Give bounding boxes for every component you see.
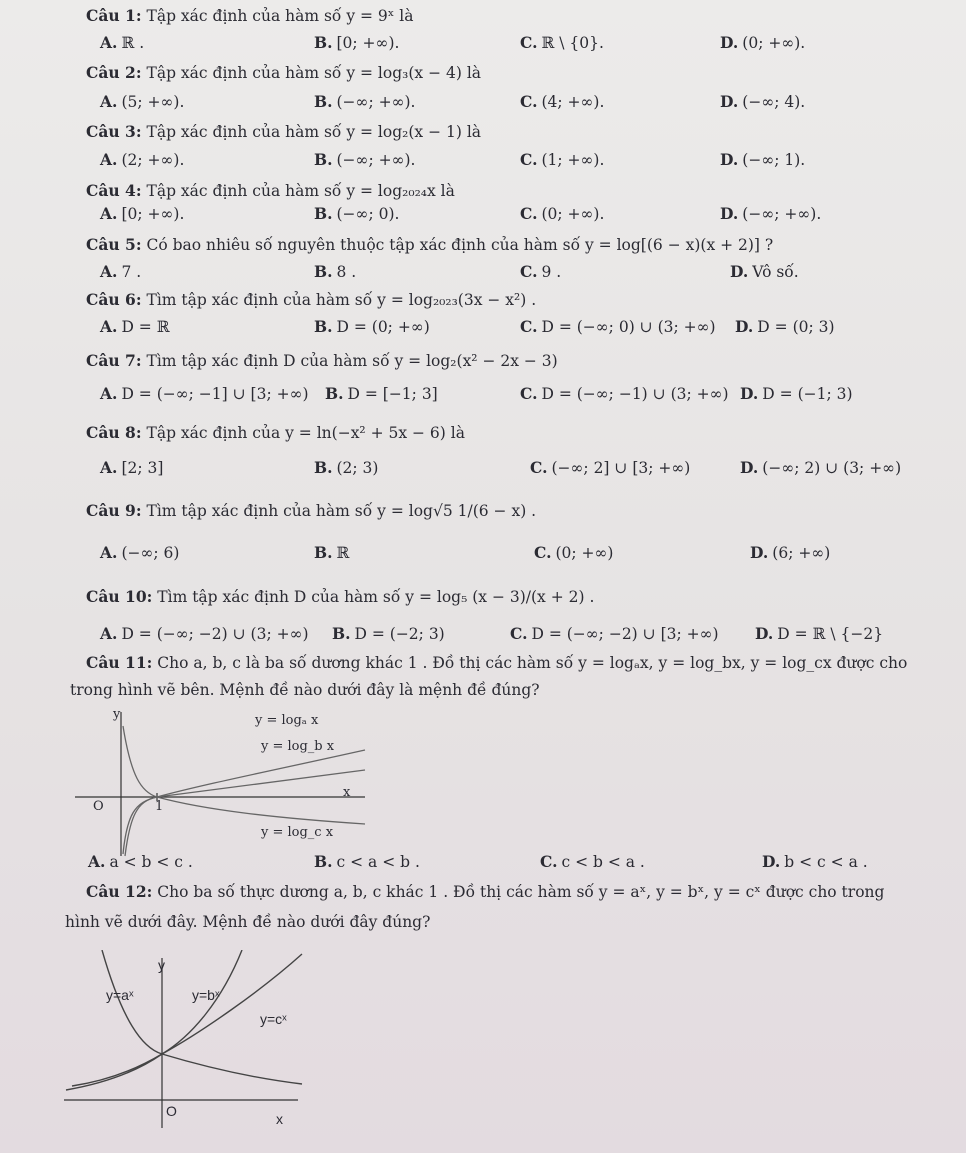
exp-graph-svg bbox=[62, 950, 312, 1130]
question-text: hình vẽ dưới đây. Mệnh đề nào dưới đây đúng? bbox=[65, 913, 431, 931]
option-c[interactable]: C. c < b < a . bbox=[540, 852, 645, 871]
option-a[interactable]: A. D = (−∞; −2) ∪ (3; +∞) bbox=[100, 624, 309, 643]
option-d[interactable]: D. (−∞; +∞). bbox=[720, 204, 822, 223]
option-d[interactable]: D. (−∞; 4). bbox=[720, 92, 806, 111]
question-label: Câu 10: bbox=[86, 587, 153, 606]
curve-b-label: y = log_b x bbox=[261, 739, 335, 754]
origin-label: O bbox=[166, 1103, 177, 1119]
option-c[interactable]: C. (−∞; 2] ∪ [3; +∞) bbox=[530, 458, 691, 477]
question-text: Cho ba số thực dương a, b, c khác 1 . Đồ thị các hàm số y = aˣ, y = bˣ, y = cˣ được cho trong bbox=[157, 883, 885, 901]
question-label: Câu 2: bbox=[86, 63, 142, 82]
question-8-options bbox=[100, 458, 960, 480]
option-c[interactable]: C. ℝ \ {0}. bbox=[520, 33, 604, 52]
question-11-options bbox=[88, 852, 948, 874]
option-b[interactable]: B. (−∞; +∞). bbox=[314, 92, 416, 111]
option-a[interactable]: A. (−∞; 6) bbox=[100, 543, 180, 562]
option-c[interactable]: C. (0; +∞). bbox=[520, 204, 605, 223]
question-5-options bbox=[100, 262, 960, 284]
question-text: Tập xác định của y = ln(−x² + 5x − 6) là bbox=[146, 424, 465, 442]
option-b[interactable]: B. (−∞; 0). bbox=[314, 204, 400, 223]
question-text: Tìm tập xác định D của hàm số y = log₂(x² − 2x − 3) bbox=[146, 352, 558, 370]
question-10 bbox=[86, 587, 956, 606]
question-12-graph bbox=[62, 950, 312, 1130]
option-d[interactable]: D. Vô số. bbox=[730, 262, 799, 281]
question-label: Câu 1: bbox=[86, 6, 142, 25]
option-c[interactable]: C. (0; +∞) bbox=[534, 543, 614, 562]
question-9-options bbox=[100, 543, 960, 565]
tick-1-label: 1 bbox=[155, 799, 164, 814]
question-2-options bbox=[100, 92, 960, 114]
option-b[interactable]: B. (−∞; +∞). bbox=[314, 150, 416, 169]
log-graph-svg bbox=[75, 706, 375, 858]
y-axis-label: y bbox=[113, 707, 121, 722]
question-text: Có bao nhiêu số nguyên thuộc tập xác định của hàm số y = log[(6 − x)(x + 2)] ? bbox=[146, 236, 774, 254]
option-b[interactable]: B. 8 . bbox=[314, 262, 357, 281]
origin-label: O bbox=[93, 799, 104, 814]
question-label: Câu 11: bbox=[86, 653, 153, 672]
question-label: Câu 6: bbox=[86, 290, 142, 309]
question-text: Tìm tập xác định của hàm số y = log√5 1/(6 − x) . bbox=[146, 502, 537, 520]
option-b[interactable]: B. D = (−2; 3) bbox=[332, 624, 445, 643]
option-b[interactable]: B. D = (0; +∞) bbox=[314, 317, 430, 336]
question-9 bbox=[86, 501, 956, 520]
option-b[interactable]: B. c < a < b . bbox=[314, 852, 420, 871]
option-b[interactable]: B. (2; 3) bbox=[314, 458, 379, 477]
option-d[interactable]: D. (6; +∞) bbox=[750, 543, 831, 562]
question-11-graph bbox=[75, 706, 375, 858]
option-c[interactable]: C. (4; +∞). bbox=[520, 92, 605, 111]
question-10-options bbox=[100, 624, 960, 646]
option-d[interactable]: D. D = ℝ \ {−2} bbox=[755, 624, 884, 643]
question-4 bbox=[86, 181, 956, 200]
question-8 bbox=[86, 423, 956, 442]
option-a[interactable]: A. (2; +∞). bbox=[100, 150, 185, 169]
question-11-line2 bbox=[70, 681, 956, 699]
question-1 bbox=[86, 6, 956, 25]
question-2 bbox=[86, 63, 956, 82]
question-label: Câu 8: bbox=[86, 423, 142, 442]
option-a[interactable]: A. D = (−∞; −1] ∪ [3; +∞) bbox=[100, 384, 309, 403]
curve-a-label: y = logₐ x bbox=[255, 713, 319, 728]
option-a[interactable]: A. [0; +∞). bbox=[100, 204, 185, 223]
option-b[interactable]: B. D = [−1; 3] bbox=[325, 384, 438, 403]
x-axis-label: x bbox=[276, 1111, 283, 1127]
question-label: Câu 3: bbox=[86, 122, 142, 141]
option-a[interactable]: A. [2; 3] bbox=[100, 458, 164, 477]
question-text: Tập xác định của hàm số y = 9ˣ là bbox=[146, 7, 414, 25]
question-label: Câu 4: bbox=[86, 181, 142, 200]
question-4-options bbox=[100, 204, 960, 226]
question-text: trong hình vẽ bên. Mệnh đề nào dưới đây là mệnh đề đúng? bbox=[70, 681, 540, 699]
option-b[interactable]: B. [0; +∞). bbox=[314, 33, 400, 52]
option-b[interactable]: B. ℝ bbox=[314, 543, 350, 562]
curve-a-label: y=aˣ bbox=[106, 987, 134, 1003]
curve-c-label: y = log_c x bbox=[261, 825, 334, 840]
question-12 bbox=[86, 882, 956, 901]
option-d[interactable]: D. b < c < a . bbox=[762, 852, 868, 871]
option-c[interactable]: C. D = (−∞; 0) ∪ (3; +∞) bbox=[520, 317, 716, 336]
question-5 bbox=[86, 235, 956, 254]
curve-c-label: y=cˣ bbox=[260, 1011, 287, 1027]
option-c[interactable]: C. 9 . bbox=[520, 262, 562, 281]
question-text: Tìm tập xác định D của hàm số y = log₅ (x − 3)/(x + 2) . bbox=[157, 588, 595, 606]
question-6 bbox=[86, 290, 956, 309]
question-text: Tập xác định của hàm số y = log₃(x − 4) là bbox=[146, 64, 482, 82]
question-label: Câu 5: bbox=[86, 235, 142, 254]
option-d[interactable]: D. D = (0; 3) bbox=[735, 317, 835, 336]
option-d[interactable]: D. (0; +∞). bbox=[720, 33, 806, 52]
y-axis-label: y bbox=[158, 957, 165, 973]
question-1-options bbox=[100, 33, 960, 55]
option-d[interactable]: D. (−∞; 1). bbox=[720, 150, 806, 169]
question-3-options bbox=[100, 150, 960, 172]
x-axis-label: x bbox=[343, 785, 351, 800]
question-12-line2 bbox=[65, 913, 956, 931]
option-c[interactable]: C. D = (−∞; −2) ∪ [3; +∞) bbox=[510, 624, 719, 643]
option-c[interactable]: C. D = (−∞; −1) ∪ (3; +∞) bbox=[520, 384, 729, 403]
option-a[interactable]: A. ℝ . bbox=[100, 33, 145, 52]
question-11 bbox=[86, 653, 956, 672]
question-7-options bbox=[100, 384, 960, 406]
option-a[interactable]: A. (5; +∞). bbox=[100, 92, 185, 111]
option-c[interactable]: C. (1; +∞). bbox=[520, 150, 605, 169]
option-d[interactable]: D. (−∞; 2) ∪ (3; +∞) bbox=[740, 458, 902, 477]
option-a[interactable]: A. a < b < c . bbox=[88, 852, 193, 871]
question-6-options bbox=[100, 317, 960, 339]
question-3 bbox=[86, 122, 956, 141]
option-d[interactable]: D. D = (−1; 3) bbox=[740, 384, 853, 403]
option-a[interactable]: A. D = ℝ bbox=[100, 317, 170, 336]
option-a[interactable]: A. 7 . bbox=[100, 262, 142, 281]
question-label: Câu 7: bbox=[86, 351, 142, 370]
question-label: Câu 12: bbox=[86, 882, 153, 901]
question-text: Cho a, b, c là ba số dương khác 1 . Đồ thị các hàm số y = logₐx, y = log_bx, y = log_cx được cho bbox=[157, 654, 908, 672]
question-text: Tìm tập xác định của hàm số y = log₂₀₂₃(3x − x²) . bbox=[146, 291, 537, 309]
question-label: Câu 9: bbox=[86, 501, 142, 520]
question-7 bbox=[86, 351, 956, 370]
curve-b-label: y=bˣ bbox=[192, 987, 220, 1003]
question-text: Tập xác định của hàm số y = log₂(x − 1) là bbox=[146, 123, 482, 141]
curve-exp-b bbox=[72, 950, 242, 1086]
question-text: Tập xác định của hàm số y = log₂₀₂₄x là bbox=[146, 182, 455, 200]
